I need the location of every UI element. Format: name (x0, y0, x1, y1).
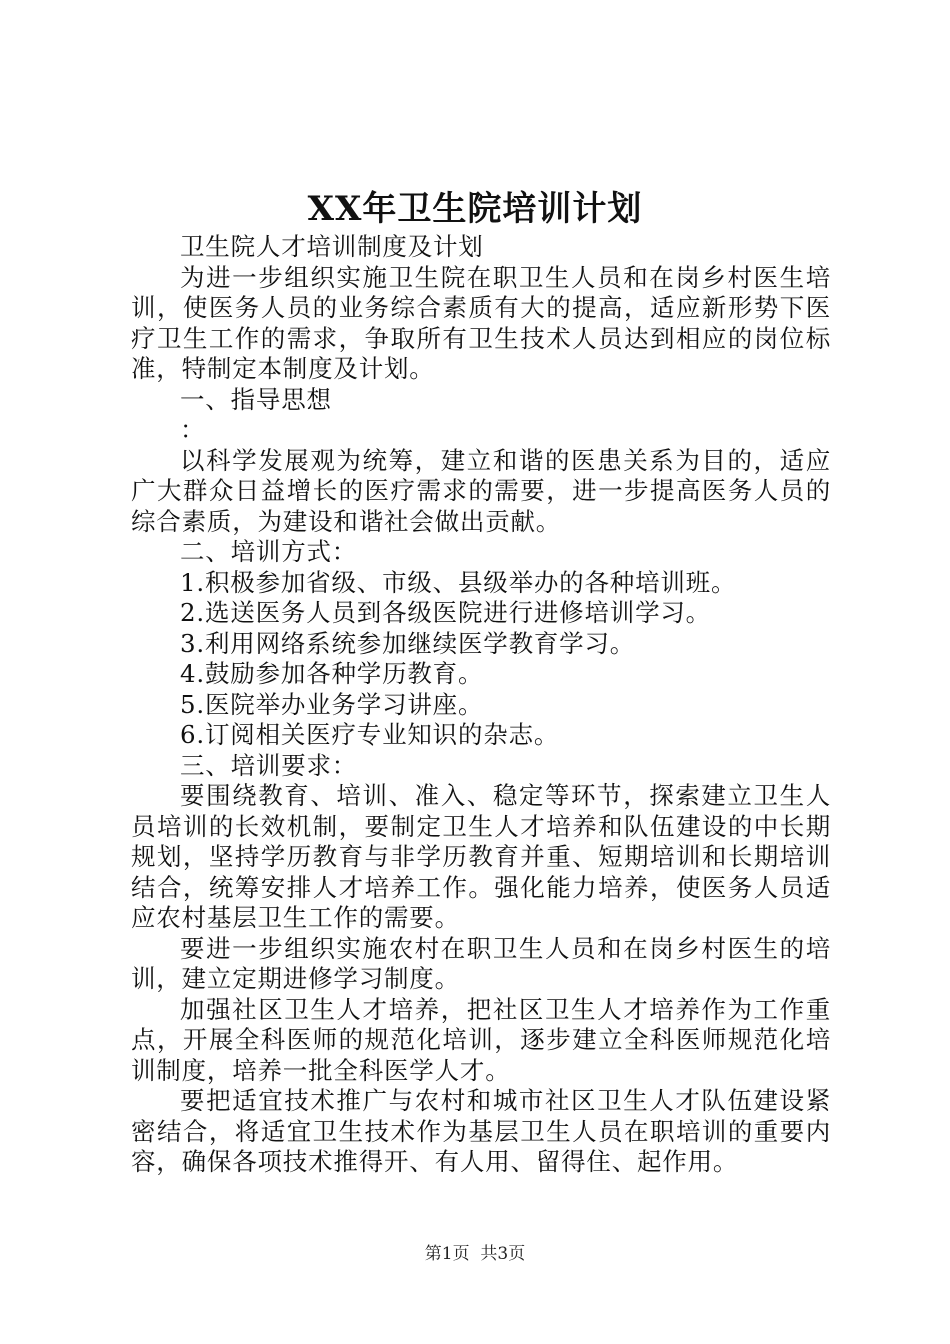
list-item: 5.医院举办业务学习讲座。 (180, 689, 484, 719)
page-footer (0, 1243, 950, 1265)
page-number-label: 第1页 共3页 (424, 1244, 526, 1264)
paragraph-requirements-4: 要把适宜技术推广与农村和城市社区卫生人才队伍建设紧密结合，将适宜卫生技术作为基层卫生人员在职培训的重要内容，确保各项技术推得开、有人用、留得住、起作用。 (131, 1086, 831, 1176)
paragraph-requirements-3: 加强社区卫生人才培养，把社区卫生人才培养作为工作重点，开展全科医师的规范化培训，逐步建立全科医师规范化培训制度，培养一批全科医学人才。 (131, 994, 831, 1085)
document-title: XX年卫生院培训计划 (307, 189, 643, 229)
list-item: 1.积极参加省级、市级、县级举办的各种培训班。 (180, 567, 737, 597)
paragraph-requirements-1: 要围绕教育、培训、准入、稳定等环节，探索建立卫生人员培训的长效机制，要制定卫生人才培养和队伍建设的中长期规划，坚持学历教育与非学历教育并重、短期培训和长期培训结合，统筹安排人才培养工作。强化能力培养，使医务人员适应农村基层卫生工作的需要。 (131, 781, 831, 932)
paragraph-subtitle: 卫生院人才培训制度及计划 (180, 232, 484, 261)
list-item: 6.订阅相关医疗专业知识的杂志。 (180, 720, 560, 749)
paragraph-intro: 为进一步组织实施卫生院在职卫生人员和在岗乡村医生培训，使医务人员的业务综合素质有大的提高，适应新形势下医疗卫生工作的需求，争取所有卫生技术人员达到相应的岗位标准，特制定本制度及计划。 (131, 262, 831, 383)
paragraph-requirements-2: 要进一步组织实施农村在职卫生人员和在岗乡村医生的培训，建立定期进修学习制度。 (131, 933, 831, 993)
heading-training-methods: 二、培训方式： (180, 537, 358, 566)
heading-training-requirements: 三、培训要求： (180, 750, 358, 780)
list-item: 2.选送医务人员到各级医院进行进修培训学习。 (180, 598, 711, 627)
list-item: 4.鼓励参加各种学历教育。 (180, 659, 484, 688)
document-body (131, 232, 831, 1178)
paragraph-guiding-content: 以科学发展观为统筹，建立和谐的医患关系为目的，适应广大群众日益增长的医疗需求的需要，进一步提高医务人员的综合素质，为建设和谐社会做出贡献。 (131, 445, 831, 536)
paragraph-colon: ： (180, 415, 206, 444)
heading-guiding-thought: 一、指导思想 (180, 384, 332, 414)
list-item: 3.利用网络系统参加继续医学教育学习。 (180, 628, 636, 658)
